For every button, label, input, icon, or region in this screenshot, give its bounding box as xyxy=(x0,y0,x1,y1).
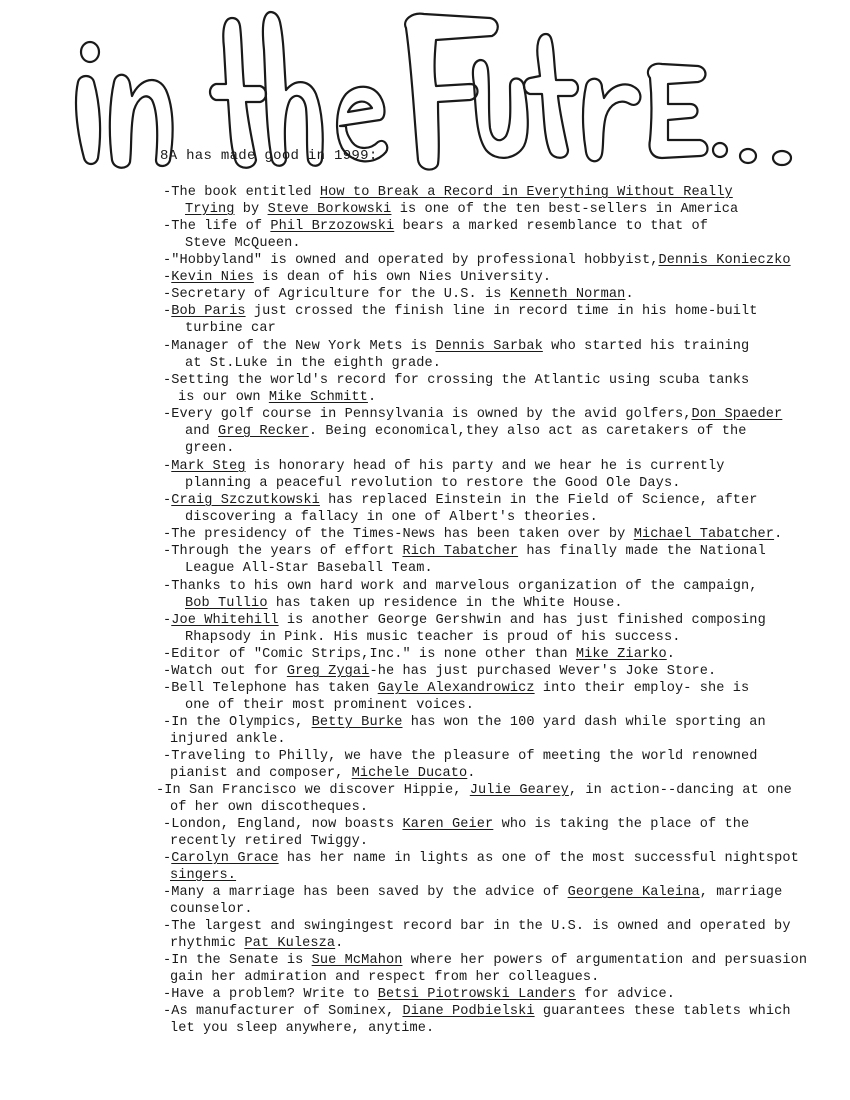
underlined-name: Dennis Konieczko xyxy=(658,253,791,268)
line-text: who is taking the place of the xyxy=(493,817,750,832)
text-line xyxy=(170,867,236,884)
text-line xyxy=(163,406,782,423)
text-line xyxy=(163,286,634,303)
underlined-name: Joe Whitehill xyxy=(171,613,279,628)
underlined-name: Michele Ducato xyxy=(351,766,468,781)
line-text: let you sleep anywhere, anytime. xyxy=(170,1021,435,1036)
line-text: for advice. xyxy=(575,987,675,1002)
line-text: -Setting the world's record for crossing the Atlantic using scuba tanks xyxy=(163,373,750,388)
underlined-name: Michael Tabatcher xyxy=(633,527,775,542)
line-text: planning a peaceful revolution to restore the Good Ole Days. xyxy=(185,476,681,491)
text-line xyxy=(185,440,235,457)
text-line xyxy=(163,850,799,867)
line-text: into their employ- she is xyxy=(534,681,750,696)
line-text: -In the Senate is xyxy=(163,953,312,968)
line-text: - xyxy=(163,270,172,285)
text-line xyxy=(170,901,253,918)
line-text: - xyxy=(163,493,172,508)
line-text: discovering a fallacy in one of Albert's theories. xyxy=(185,510,598,525)
underlined-name: Karen Geier xyxy=(402,817,494,832)
text-line xyxy=(185,509,598,526)
line-text: Steve McQueen. xyxy=(185,236,301,251)
underlined-name: Kenneth Norman xyxy=(509,287,626,302)
text-line xyxy=(163,458,725,475)
line-text: , in action--dancing at one xyxy=(568,783,792,798)
underlined-name: Trying xyxy=(185,202,235,217)
line-text: at St.Luke in the eighth grade. xyxy=(185,356,441,371)
text-line xyxy=(163,612,766,629)
text-line xyxy=(163,543,766,560)
line-text: -The life of xyxy=(163,219,271,234)
line-text: -"Hobbyland" is owned and operated by professional hobbyist, xyxy=(163,253,659,268)
line-text: bears a marked resemblance to that of xyxy=(394,219,709,234)
text-line xyxy=(156,782,792,799)
text-line xyxy=(170,1020,434,1037)
line-text: has finally made the National xyxy=(518,544,766,559)
underlined-name: Gayle Alexandrowicz xyxy=(377,681,535,696)
line-text: has won the 100 yard dash while sporting an xyxy=(402,715,766,730)
text-line xyxy=(163,714,766,731)
underlined-name: Sue McMahon xyxy=(311,953,403,968)
underlined-name: Mike Schmitt xyxy=(268,390,368,405)
line-text: -The presidency of the Times-News has been taken over by xyxy=(163,527,634,542)
underlined-name: singers. xyxy=(170,868,237,883)
text-line xyxy=(163,526,782,543)
line-text: has taken up residence in the White House. xyxy=(267,596,623,611)
underlined-name: Julie Gearey xyxy=(469,783,569,798)
line-text: - xyxy=(163,304,172,319)
text-line xyxy=(163,748,758,765)
text-line xyxy=(185,201,738,218)
text-line xyxy=(163,372,749,389)
underlined-name: Don Spaeder xyxy=(691,407,783,422)
underlined-name: Bob Paris xyxy=(171,304,246,319)
text-line xyxy=(163,218,708,235)
text-line xyxy=(185,355,441,372)
text-line xyxy=(163,816,749,833)
text-line xyxy=(185,560,433,577)
text-line xyxy=(185,595,623,612)
line-text: is honorary head of his party and we hear he is currently xyxy=(245,459,725,474)
line-text: is another George Gershwin and has just finished composing xyxy=(278,613,766,628)
text-line xyxy=(163,986,675,1003)
line-text: gain her admiration and respect from her colleagues. xyxy=(170,970,600,985)
line-text: -In San Francisco we discover Hippie, xyxy=(156,783,470,798)
line-text: League All-Star Baseball Team. xyxy=(185,561,433,576)
text-line xyxy=(163,184,733,201)
underlined-name: Diane Podbielski xyxy=(402,1004,535,1019)
underlined-name: Greg Recker xyxy=(218,424,309,439)
line-text: . xyxy=(335,936,344,951)
text-line xyxy=(163,646,675,663)
underlined-name: Craig Szczutkowski xyxy=(171,493,320,508)
underlined-name: Betty Burke xyxy=(311,715,403,730)
line-text: and xyxy=(185,424,219,439)
underlined-name: Dennis Sarbak xyxy=(435,339,543,354)
text-line xyxy=(185,629,680,646)
text-line xyxy=(170,969,599,986)
line-text: . xyxy=(774,527,783,542)
underlined-name: How to Break a Record in Everything Without Really xyxy=(319,185,733,200)
line-text: - xyxy=(163,613,172,628)
line-text: -The largest and swingingest record bar in the U.S. is owned and operated by xyxy=(163,919,791,934)
line-text: one of their most prominent voices. xyxy=(185,698,475,713)
line-text: rhythmic xyxy=(170,936,245,951)
underlined-name: Betsi Piotrowski Landers xyxy=(377,987,576,1002)
line-text: counselor. xyxy=(170,902,253,917)
text-line xyxy=(163,338,749,355)
underlined-name: Georgene Kaleina xyxy=(567,885,700,900)
line-text: just crossed the finish line in record time in his home-built xyxy=(245,304,758,319)
line-text: -Bell Telephone has taken xyxy=(163,681,378,696)
line-text: of her own discotheques. xyxy=(170,800,369,815)
line-text: . xyxy=(467,766,476,781)
line-text: where her powers of argumentation and persuasion xyxy=(402,953,808,968)
line-text: -As manufacturer of Sominex, xyxy=(163,1004,403,1019)
line-text: - xyxy=(163,459,172,474)
text-line xyxy=(163,952,807,969)
line-text: -Every golf course in Pennsylvania is owned by the avid golfers, xyxy=(163,407,692,422)
line-text: recently retired Twiggy. xyxy=(170,834,369,849)
text-line xyxy=(170,799,368,816)
text-line xyxy=(163,663,716,680)
underlined-name: Rich Tabatcher xyxy=(402,544,519,559)
underlined-name: Phil Brzozowski xyxy=(270,219,395,234)
line-text: -he has just purchased Wever's Joke Store. xyxy=(369,664,717,679)
line-text: -Manager of the New York Mets is xyxy=(163,339,436,354)
line-text: -Watch out for xyxy=(163,664,287,679)
line-text: -Through the years of effort xyxy=(163,544,403,559)
line-text: is our own xyxy=(178,390,269,405)
text-line xyxy=(163,492,758,509)
line-text: who started his training xyxy=(542,339,750,354)
line-text: -Have a problem? Write to xyxy=(163,987,378,1002)
text-line xyxy=(163,918,791,935)
line-text: , marriage xyxy=(699,885,783,900)
line-text: . xyxy=(625,287,634,302)
line-text: turbine car xyxy=(185,321,276,336)
line-text: -Many a marriage has been saved by the advice of xyxy=(163,885,568,900)
text-line xyxy=(163,1003,791,1020)
line-text: -London, England, now boasts xyxy=(163,817,403,832)
line-text: Rhapsody in Pink. His music teacher is proud of his success. xyxy=(185,630,681,645)
underlined-name: Greg Zygai xyxy=(286,664,370,679)
underlined-name: Mike Ziarko xyxy=(575,647,667,662)
line-text: injured ankle. xyxy=(170,732,286,747)
text-line xyxy=(185,320,276,337)
line-text: - xyxy=(163,851,172,866)
text-line xyxy=(170,765,476,782)
text-line xyxy=(163,252,791,269)
text-line xyxy=(170,833,368,850)
line-text: -Secretary of Agriculture for the U.S. is xyxy=(163,287,510,302)
underlined-name: Kevin Nies xyxy=(171,270,254,285)
text-line xyxy=(163,303,758,320)
text-line xyxy=(163,884,782,901)
line-text: is dean of his own Nies University. xyxy=(253,270,552,285)
line-text: -Editor of "Comic Strips,Inc." is none other than xyxy=(163,647,576,662)
underlined-name: Mark Steg xyxy=(171,459,246,474)
line-text: has her name in lights as one of the most successful nightspot xyxy=(278,851,799,866)
text-line xyxy=(170,935,343,952)
text-line xyxy=(185,475,680,492)
text-line xyxy=(163,578,758,595)
text-line xyxy=(185,423,747,440)
line-text: . xyxy=(666,647,675,662)
line-text: . xyxy=(367,390,377,405)
line-text: by xyxy=(234,202,268,217)
line-text: -The book entitled xyxy=(163,185,320,200)
line-text: -In the Olympics, xyxy=(163,715,312,730)
line-text: -Thanks to his own hard work and marvelous organization of the campaign, xyxy=(163,579,758,594)
text-line xyxy=(178,389,376,406)
line-text: has replaced Einstein in the Field of Science, after xyxy=(319,493,758,508)
underlined-name: Pat Kulesza xyxy=(244,936,336,951)
line-text: . Being economical,they also act as caretakers of the xyxy=(308,424,747,439)
intro-line: 8A has made good in 1999: xyxy=(160,148,378,164)
text-line xyxy=(163,269,551,286)
line-text: -Traveling to Philly, we have the pleasure of meeting the world renowned xyxy=(163,749,758,764)
line-text: is one of the ten best-sellers in America xyxy=(391,202,739,217)
underlined-name: Bob Tullio xyxy=(185,596,268,611)
text-line xyxy=(163,680,749,697)
text-line xyxy=(170,731,286,748)
line-text: guarantees these tablets which xyxy=(534,1004,791,1019)
text-line xyxy=(185,697,474,714)
underlined-name: Carolyn Grace xyxy=(171,851,279,866)
text-line xyxy=(185,235,301,252)
line-text: pianist and composer, xyxy=(170,766,352,781)
line-text: green. xyxy=(185,441,235,456)
underlined-name: Steve Borkowski xyxy=(267,202,392,217)
